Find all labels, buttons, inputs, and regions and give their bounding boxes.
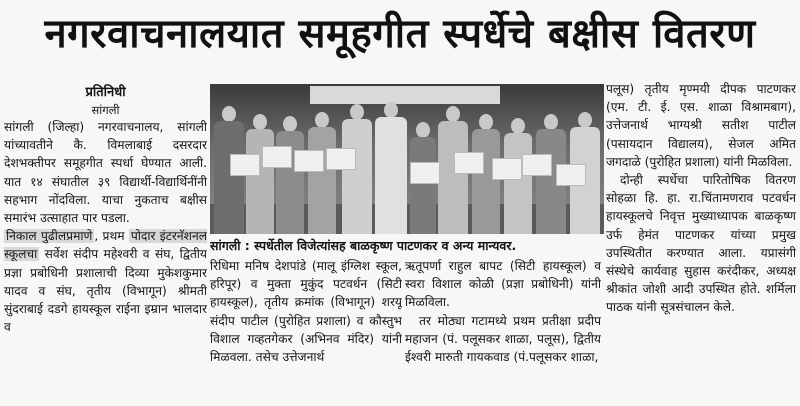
article-column-2 xyxy=(210,257,402,405)
highlight-school: पोदार इंटरनॅशनल स्कूलचा xyxy=(4,229,207,262)
article-paragraph-3: रिधिमा मनिष देशपांडे (मालू इंग्लिश स्कूल, हरिपूर) व मुक्ता मुकुंद पटवर्धन (सिटी हायस्कूल), तृतीय क्रमांक (विभागून) शरयू संदीप पाटील (पुरोहित प्रशाला) व कौस्तुभ विशाल गव्हतगेकर (अभिनव मंदिर) यांनी मिळवला. तसेच उत्तेजनार्थ xyxy=(210,259,402,365)
headline: नगरवाचनालयात समूहगीत स्पर्धेचे बक्षीस वितरण xyxy=(44,11,756,57)
text-segment: , प्रथम xyxy=(94,229,129,244)
highlight-results: निकाल पुढीलप्रमाणे xyxy=(6,229,93,244)
certificate xyxy=(294,150,324,172)
certificate xyxy=(522,154,552,176)
byline-place: सांगली xyxy=(91,103,120,117)
photo-person xyxy=(308,112,336,234)
article-paragraph-7: दोन्ही स्पर्धेचा पारितोषिक वितरण सोहळा हि. हा. रा.चिंतामणराव पटवर्धन हायस्कूलचे निवृत्त मुख्याध्यापक बाळकृष्ण उर्फ हेमंत पाटणकर यांच्या प्रमुख उपस्थितीत करण्यात आला. यप्रासंगी संस्थेचे कार्यवाह सुहास करंदीकर, अध्यक्ष श्रीकांत जोशी आदी उपस्थित होते. शर्मिला पाठक यांनी सूत्रसंचालन केले. xyxy=(606,173,796,315)
certificate xyxy=(262,146,292,168)
photo-person xyxy=(276,116,304,234)
certificate xyxy=(492,158,522,180)
certificate xyxy=(230,154,260,176)
article-column-3 xyxy=(405,257,601,405)
article-column-4 xyxy=(606,80,796,404)
byline-name: प्रतिनिधी xyxy=(85,85,126,100)
article-paragraph-4: ऋतूपर्णा राहुल बापट (सिटी हायस्कूल) व स्वरा विशाल कोळी (प्रज्ञा प्रबोधिनी) यांनी मिळविला. xyxy=(405,259,601,310)
photo-caption: सांगली : स्पर्धेतील विजेत्यांसह बाळकृष्ण पाटणकर व अन्य मान्यवर. xyxy=(210,238,517,253)
byline xyxy=(4,84,207,118)
article-paragraph-6: पलूस) तृतीय मृण्मयी दीपक पाटणकर (एम. टी. ई. एस. शाळा विश्रामबाग), उत्तेजनार्थ भाग्यश्री सतीश पाटील (पसायदान विद्यालय), सेजल अमित जगदाळे (पुरोहित प्रशाला) यांनी मिळविला. xyxy=(606,82,796,169)
certificate xyxy=(556,164,586,186)
certificate xyxy=(326,148,356,170)
news-photo xyxy=(210,84,604,234)
article-column-1 xyxy=(4,84,207,404)
article-paragraph-5: तर मोठ्या गटामध्ये प्रथम प्रतीक्षा प्रदीप महाजन (पं. पलूसकर शाळा, पलूस), द्वितीय ईश्वरी मारुती गायकवाड (पं.पलूसकर शाळा, xyxy=(405,313,601,365)
certificate xyxy=(454,152,484,174)
article-paragraph-2 xyxy=(4,227,207,336)
article-paragraph-1: सांगली (जिल्हा) नगरवाचनालय, सांगली यांच्यावतीने कै. विमलाबाई दसरदार देशभक्तीपर समूहगीत स्पर्धा घेण्यात आली. यात १४ संघातील ३९ विद्यार्थी-विद्यार्थिनींनी सहभाग नोंदविला. याचा नुकताच बक्षीस समारंभ उत्साहात पार पडला. xyxy=(4,120,207,226)
photo-person xyxy=(375,102,407,234)
certificate xyxy=(410,162,440,184)
text-segment: सर्वेश संदीप महेश्वरी व संघ, द्वितीय प्रज्ञा प्रबोधिनी प्रशालाची दिव्या मुकेशकुमार यादव व संघ, तृतीय (विभागून) श्रीमती सुंदराबाई दडगे हायस्कूल राईना इम्रान भालदार व xyxy=(4,247,207,335)
